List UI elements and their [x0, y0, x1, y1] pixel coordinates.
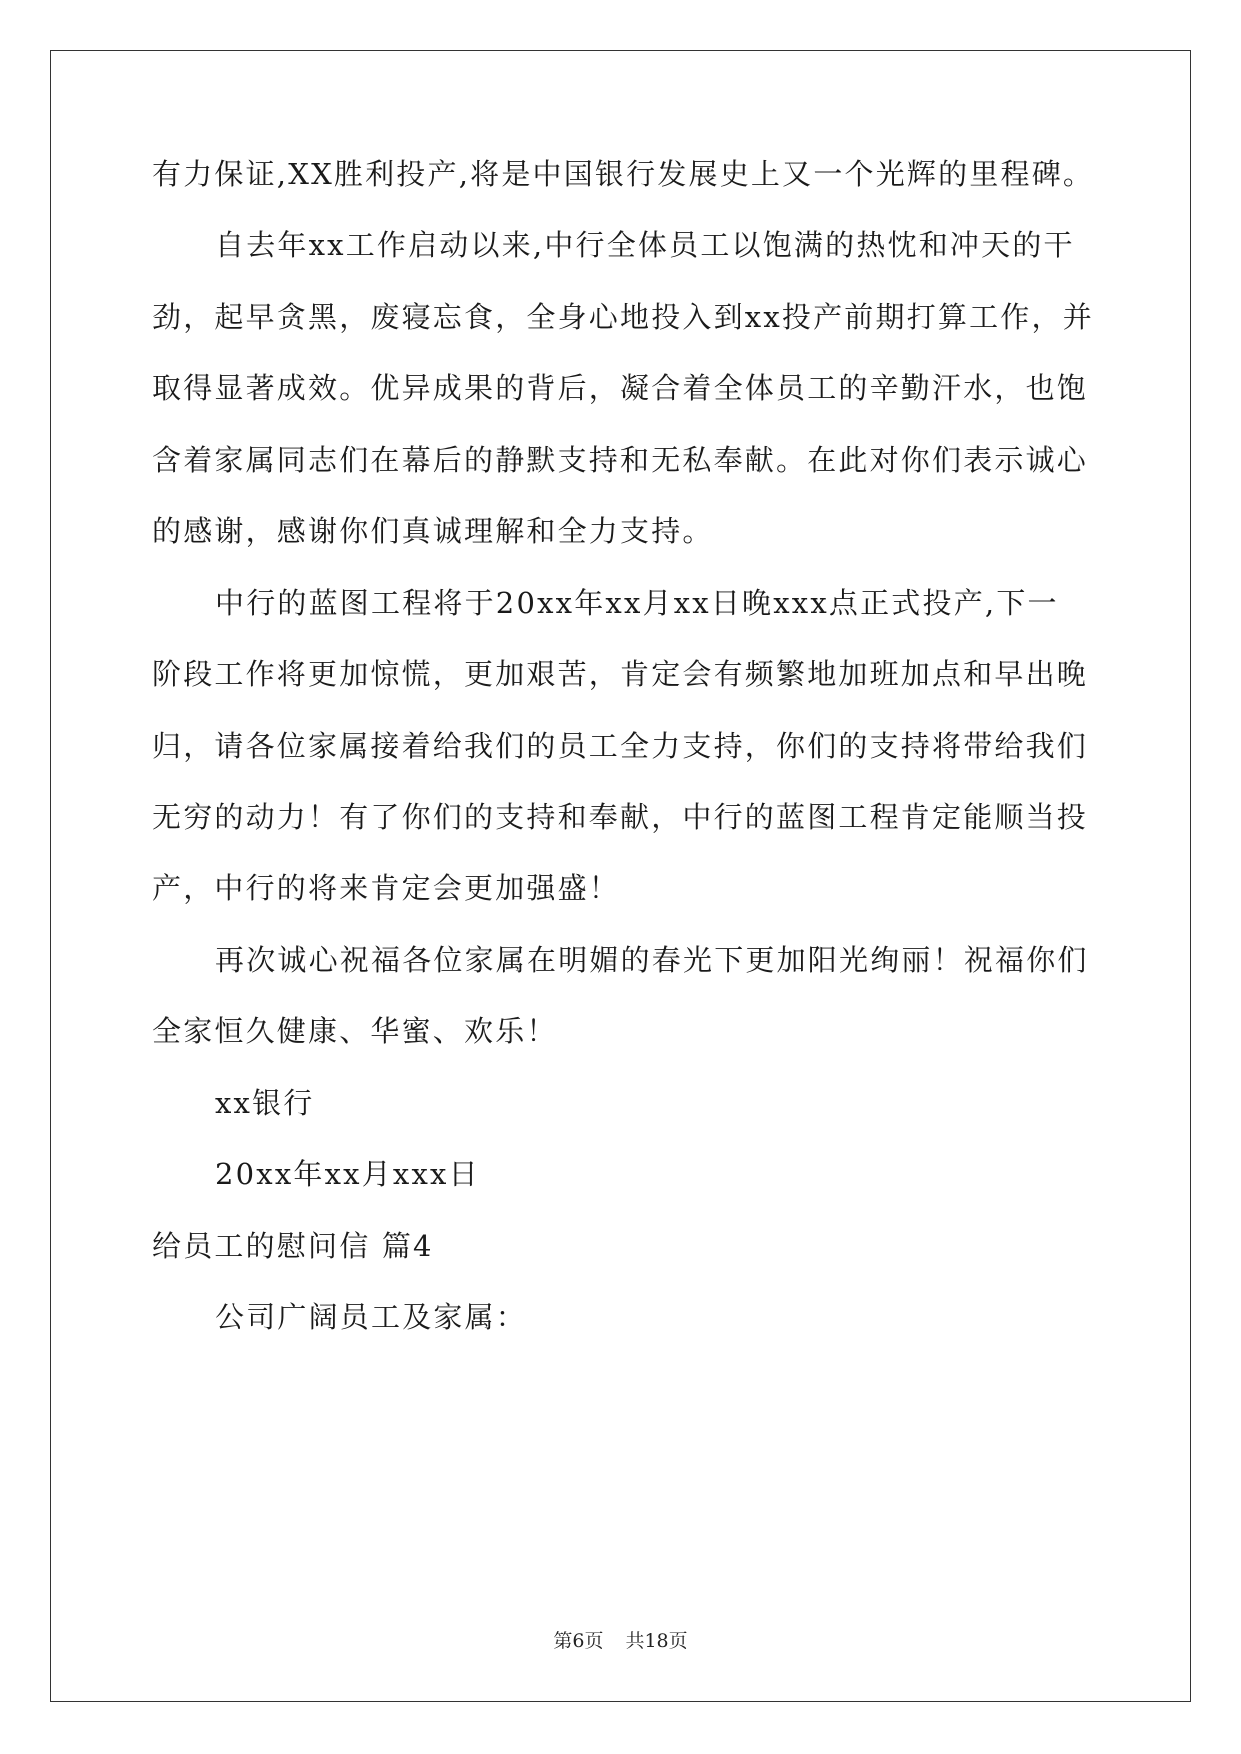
paragraph-line: 全家恒久健康、华蜜、欢乐！ — [152, 1014, 558, 1048]
section-title: 给员工的慰问信 篇4 — [152, 1229, 434, 1263]
paragraph-line: 阶段工作将更加惊慌，更加艰苦，肯定会有频繁地加班加点和早出晚 — [152, 657, 1089, 691]
signature-org: xx银行 — [215, 1086, 315, 1120]
paragraph-line: 产，中行的将来肯定会更加强盛！ — [152, 871, 621, 905]
signature-date: 20xx年xx月xxx日 — [215, 1157, 480, 1191]
paragraph-line: 归，请各位家属接着给我们的员工全力支持，你们的支持将带给我们 — [152, 729, 1089, 763]
page-number: 第6页 — [553, 1630, 604, 1652]
paragraph-line: 自去年xx工作启动以来,中行全体员工以饱满的热忱和冲天的干 — [215, 228, 1075, 262]
page-footer — [0, 1628, 1241, 1654]
paragraph-line: 的感谢，感谢你们真诚理解和全力支持。 — [152, 514, 714, 548]
paragraph-line: 含着家属同志们在幕后的静默支持和无私奉献。在此对你们表示诚心 — [152, 443, 1089, 477]
paragraph-line: 中行的蓝图工程将于20xx年xx月xx日晚xxx点正式投产,下一 — [215, 586, 1059, 620]
paragraph-line: 再次诚心祝福各位家属在明媚的春光下更加阳光绚丽！祝福你们 — [215, 943, 1089, 977]
salutation: 公司广阔员工及家属： — [215, 1300, 528, 1334]
paragraph-line: 劲，起早贪黑，废寝忘食，全身心地投入到xx投产前期打算工作，并 — [152, 300, 1094, 334]
page-total: 共18页 — [625, 1630, 688, 1652]
paragraph-line: 取得显著成效。优异成果的背后，凝合着全体员工的辛勤汗水，也饱 — [152, 371, 1089, 405]
paragraph-line: 无穷的动力！有了你们的支持和奉献，中行的蓝图工程肯定能顺当投 — [152, 800, 1089, 834]
paragraph-line: 有力保证,XX胜利投产,将是中国银行发展史上又一个光辉的里程碑。 — [152, 157, 1095, 191]
